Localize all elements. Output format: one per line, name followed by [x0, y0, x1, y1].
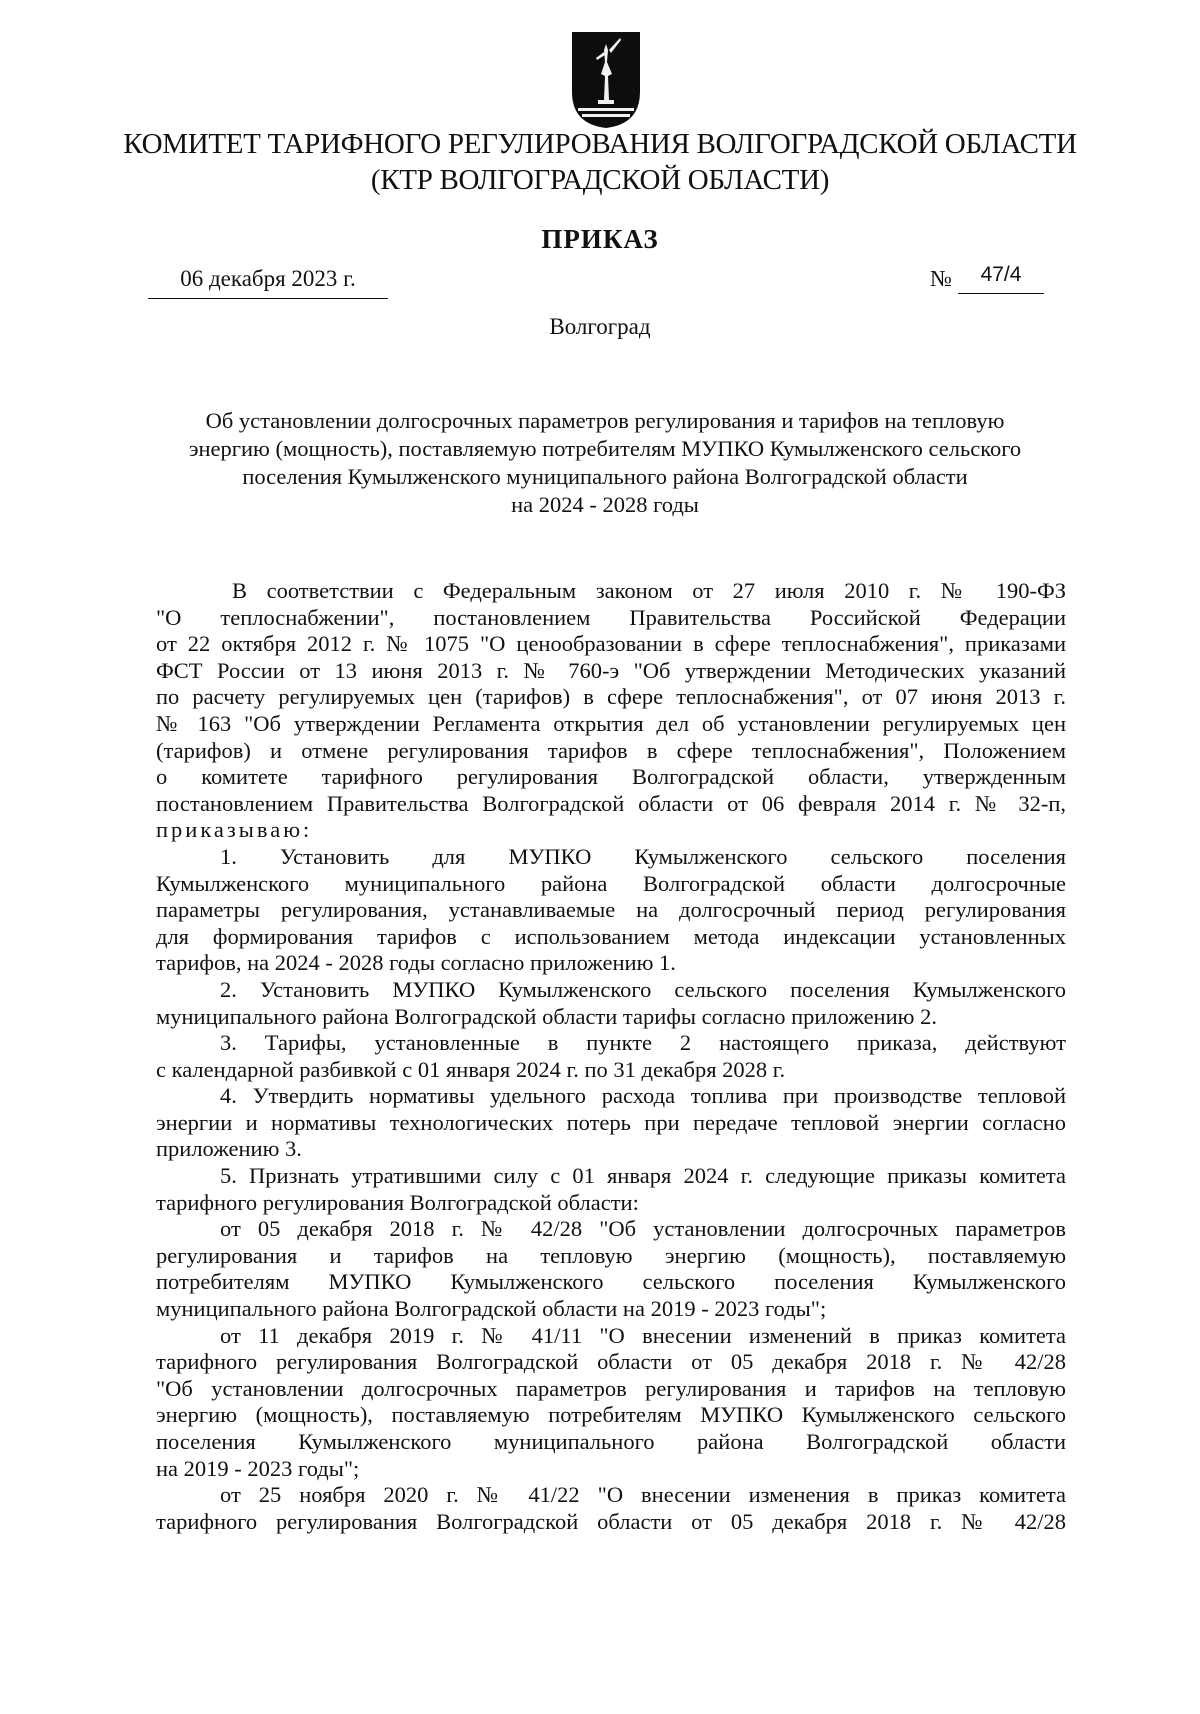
- repealed-order-line: от 11 декабря 2019 г. № 41/11 "О внесении изменений в приказ комитета: [220, 1322, 1066, 1348]
- clause-3-line: с календарной разбивкой с 01 января 2024 г. по 31 декабря 2028 г.: [156, 1056, 786, 1082]
- coat-of-arms-emblem: [568, 28, 644, 130]
- number-underline: [958, 293, 1044, 294]
- order-date: 06 декабря 2023 г.: [180, 266, 356, 291]
- committee-abbreviation: (КТР ВОЛГОГРАДСКОЙ ОБЛАСТИ): [370, 164, 830, 196]
- subject-line: поселения Кумылженского муниципального района Волгоградской области: [242, 464, 968, 489]
- repealed-order-line: муниципального района Волгоградской области на 2019 - 2023 годы";: [156, 1296, 827, 1322]
- repealed-order-line: тарифного регулирования Волгоградской области от 05 декабря 2018 г. № 42/28: [156, 1508, 1066, 1534]
- order-city: Волгоград: [549, 314, 651, 339]
- repealed-order-line: потребителям МУПКО Кумылженского сельского поселения Кумылженского: [156, 1269, 1066, 1295]
- order-body: [156, 578, 1066, 1535]
- clause-5-line: тарифного регулирования Волгоградской области:: [156, 1189, 639, 1215]
- committee-name: КОМИТЕТ ТАРИФНОГО РЕГУЛИРОВАНИЯ ВОЛГОГРАДСКОЙ ОБЛАСТИ: [123, 128, 1077, 160]
- body-line: о комитете тарифного регулирования Волгоградской области, утвержденным: [156, 764, 1066, 790]
- document-type-title: ПРИКАЗ: [541, 224, 659, 254]
- repealed-order-line: поселения Кумылженского муниципального района Волгоградской области: [156, 1429, 1066, 1454]
- body-line: "О теплоснабжении", постановлением Правительства Российской Федерации: [156, 604, 1066, 630]
- subject-line: на 2024 - 2028 годы: [511, 492, 699, 517]
- clause-2-line: 2. Установить МУПКО Кумылженского сельского поселения Кумылженского: [220, 976, 1066, 1002]
- clause-1-line: 1. Установить для МУПКО Кумылженского сельского поселения: [220, 843, 1066, 869]
- clause-1-line: Кумылженского муниципального района Волгоградской области долгосрочные: [156, 870, 1066, 896]
- body-line: В соответствии с Федеральным законом от 27 июля 2010 г. № 190-ФЗ: [232, 578, 1066, 603]
- body-line: (тарифов) и отмене регулирования тарифов в сфере теплоснабжения", Положением: [156, 737, 1066, 763]
- body-line: постановлением Правительства Волгоградской области от 06 февраля 2014 г. № 32-п,: [156, 790, 1066, 816]
- body-line: от 22 октября 2012 г. № 1075 "О ценообразовании в сфере теплоснабжения", приказами: [156, 631, 1066, 657]
- clause-4-line: энергии и нормативы технологических потерь при передаче тепловой энергии согласно: [156, 1109, 1066, 1135]
- clause-2-line: муниципального района Волгоградской области тарифы согласно приложению 2.: [156, 1003, 937, 1029]
- repealed-order-line: от 05 декабря 2018 г. № 42/28 "Об установлении долгосрочных параметров: [220, 1216, 1066, 1242]
- clause-1-line: параметры регулирования, устанавливаемые на долгосрочный период регулирования: [156, 897, 1066, 923]
- body-line-order-word: приказываю:: [156, 817, 313, 843]
- body-line: ФСТ России от 13 июня 2013 г. № 760-э "Об утверждении Методических указаний: [156, 657, 1066, 683]
- clause-5-line: 5. Признать утратившими силу с 01 января 2024 г. следующие приказы комитета: [220, 1163, 1066, 1189]
- repealed-order-line: от 25 ноября 2020 г. № 41/22 "О внесении изменения в приказ комитета: [220, 1482, 1066, 1508]
- clause-1-line: тарифов, на 2024 - 2028 годы согласно приложению 1.: [156, 950, 676, 976]
- body-line: № 163 "Об утверждении Регламента открытия дел об установлении регулируемых цен: [156, 710, 1066, 736]
- date-underline: [148, 298, 388, 299]
- repealed-order-line: регулирования и тарифов на тепловую энергию (мощность), поставляемую: [156, 1242, 1066, 1268]
- subject-line: Об установлении долгосрочных параметров регулирования и тарифов на тепловую: [205, 408, 1005, 433]
- order-number: 47/4: [980, 263, 1022, 286]
- subject-line: энергию (мощность), поставляемую потребителям МУПКО Кумылженского сельского: [188, 436, 1022, 461]
- order-subject: [150, 407, 1060, 519]
- clause-4-line: 4. Утвердить нормативы удельного расхода топлива при производстве тепловой: [220, 1083, 1066, 1109]
- clause-4-line: приложению 3.: [156, 1136, 302, 1162]
- repealed-order-line: "Об установлении долгосрочных параметров регулирования и тарифов на тепловую: [156, 1375, 1066, 1401]
- clause-1-line: для формирования тарифов с использованием метода индексации установленных: [156, 923, 1066, 949]
- order-number-label: №: [930, 266, 952, 291]
- body-line: по расчету регулируемых цен (тарифов) в сфере теплоснабжения", от 07 июня 2013 г.: [156, 684, 1066, 710]
- clause-3-line: 3. Тарифы, установленные в пункте 2 настоящего приказа, действуют: [220, 1030, 1066, 1056]
- repealed-order-line: энергию (мощность), поставляемую потребителям МУПКО Кумылженского сельского: [156, 1402, 1066, 1428]
- repealed-order-line: тарифного регулирования Волгоградской области от 05 декабря 2018 г. № 42/28: [156, 1349, 1066, 1375]
- repealed-order-line: на 2019 - 2023 годы";: [156, 1455, 360, 1481]
